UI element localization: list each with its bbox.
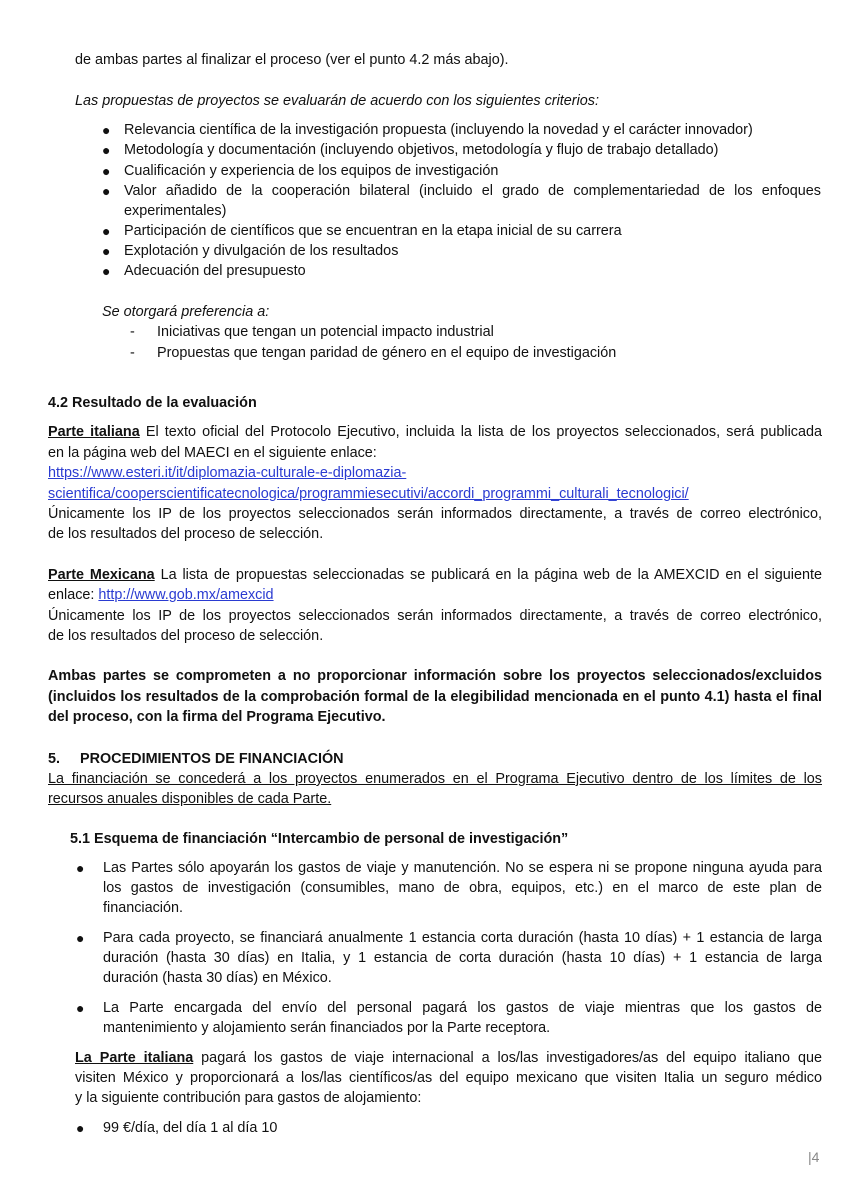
criterion-2: Metodología y documentación (incluyendo objetivos, metodología y flujo de trabajo detallado) bbox=[124, 142, 719, 158]
criterion-6: Explotación y divulgación de los resultados bbox=[124, 243, 399, 259]
maeci-link-line-1[interactable] bbox=[48, 463, 406, 483]
italian-party-line-4: de los resultados del proceso de selección. bbox=[48, 526, 324, 542]
funding-bullet-2-line-2: duración (hasta 30 días) en Italia, y 1 estancia de corta duración (hasta 10 días) + 1 estancia de larga bbox=[103, 950, 822, 966]
section-4-2-heading: 4.2 Resultado de la evaluación bbox=[48, 395, 257, 411]
italian-party-line-3: Únicamente los IP de los proyectos seleccionados serán informados directamente, a través de correo electrónico, bbox=[48, 506, 822, 522]
bullet-icon: ● bbox=[76, 1000, 85, 1016]
criterion-4-line-2: experimentales) bbox=[124, 203, 227, 219]
maeci-link-line-2[interactable] bbox=[48, 484, 689, 504]
bullet-icon: ● bbox=[102, 183, 111, 199]
bullet-icon: ● bbox=[102, 163, 111, 179]
mexican-party-line-4: de los resultados del proceso de selección. bbox=[48, 628, 324, 644]
criterion-4-line-1: Valor añadido de la cooperación bilateral (incluido el grado de complementariedad de los enfoques bbox=[124, 183, 821, 199]
page-number: |4 bbox=[808, 1149, 820, 1165]
funding-bullet-1-line-1: Las Partes sólo apoyarán los gastos de viaje y manutención. No se espera ni se propone ninguna ayuda para bbox=[103, 860, 822, 876]
funding-bullet-1-line-2: los gastos de investigación (consumibles, mano de obra, equipos, etc.) en el marco de este plan de bbox=[103, 880, 822, 896]
mexican-party-label: Parte Mexicana bbox=[48, 567, 155, 583]
bullet-icon: ● bbox=[102, 243, 111, 259]
funding-bullet-2-line-1: Para cada proyecto, se financiará anualmente 1 estancia corta duración (hasta 10 días) + 1 estancia de larga bbox=[103, 930, 822, 946]
funding-intro-line-2: recursos anuales disponibles de cada Parte. bbox=[48, 791, 332, 807]
continuation-line: de ambas partes al finalizar el proceso (ver el punto 4.2 más abajo). bbox=[75, 52, 509, 68]
section-5-heading: PROCEDIMIENTOS DE FINANCIACIÓN bbox=[80, 751, 344, 767]
confidentiality-line-1: Ambas partes se comprometen a no proporcionar información sobre los proyectos seleccionados/excluidos bbox=[48, 668, 822, 684]
italian-funding-line-2: visiten México y proporcionará a los/las científicos/as del equipo mexicano que visiten Italia un seguro médico bbox=[75, 1070, 822, 1086]
criterion-5: Participación de científicos que se encuentran en la etapa inicial de su carrera bbox=[124, 223, 622, 239]
bullet-icon: ● bbox=[102, 122, 111, 138]
confidentiality-line-2: (incluidos los resultados de la comprobación formal de la elegibilidad mencionada en el punto 4.1) hasta el final bbox=[48, 689, 822, 705]
italian-party-label-2: La Parte italiana bbox=[75, 1050, 194, 1066]
mexican-party-line-3: Únicamente los IP de los proyectos seleccionados serán informados directamente, a través de correo electrónico, bbox=[48, 608, 822, 624]
amexcid-link[interactable]: http://www.gob.mx/amexcid bbox=[98, 587, 274, 603]
maeci-link-1[interactable]: https://www.esteri.it/it/diplomazia-culturale-e-diplomazia- bbox=[48, 465, 407, 481]
bullet-icon: ● bbox=[102, 223, 111, 239]
italian-party-label: Parte italiana bbox=[48, 424, 140, 440]
bullet-icon: ● bbox=[76, 860, 85, 876]
mexican-party-line-2: enlace: http://www.gob.mx/amexcid bbox=[48, 587, 274, 603]
italian-party-line-1: Parte italiana El texto oficial del Protocolo Ejecutivo, incluida la lista de los proyectos seleccionados, será publicada bbox=[48, 424, 822, 440]
bullet-icon: ● bbox=[102, 142, 111, 158]
confidentiality-line-3: del proceso, con la firma del Programa Ejecutivo. bbox=[48, 709, 386, 725]
criterion-1: Relevancia científica de la investigación propuesta (incluyendo la novedad y el carácter innovador) bbox=[124, 122, 753, 138]
criterion-3: Cualificación y experiencia de los equipos de investigación bbox=[124, 163, 499, 179]
bullet-icon: ● bbox=[76, 930, 85, 946]
funding-bullet-1-line-3: financiación. bbox=[103, 900, 183, 916]
preference-intro: Se otorgará preferencia a: bbox=[102, 304, 270, 320]
funding-bullet-2-line-3: duración (hasta 30 días) en México. bbox=[103, 970, 332, 986]
italian-funding-line-3: y la siguiente contribución para gastos de alojamiento: bbox=[75, 1090, 422, 1106]
criteria-intro: Las propuestas de proyectos se evaluarán de acuerdo con los siguientes criterios: bbox=[75, 93, 599, 109]
criterion-7: Adecuación del presupuesto bbox=[124, 263, 306, 279]
preference-1: Iniciativas que tengan un potencial impacto industrial bbox=[157, 324, 494, 340]
funding-bullet-3-line-2: mantenimiento y alojamiento serán financiados por la Parte receptora. bbox=[103, 1020, 551, 1036]
section-5-1-heading: 5.1 Esquema de financiación “Intercambio de personal de investigación” bbox=[70, 831, 569, 847]
italian-funding-line-1: La Parte italiana pagará los gastos de viaje internacional a los/las investigadores/as del equipo italiano que bbox=[75, 1050, 822, 1066]
section-5-number: 5. bbox=[48, 751, 61, 767]
funding-bullet-4: 99 €/día, del día 1 al día 10 bbox=[103, 1120, 278, 1136]
preference-2: Propuestas que tengan paridad de género en el equipo de investigación bbox=[157, 345, 617, 361]
bullet-icon: ● bbox=[76, 1120, 85, 1136]
italian-party-line-2: en la página web del MAECI en el siguiente enlace: bbox=[48, 445, 377, 461]
funding-bullet-3-line-1: La Parte encargada del envío del personal pagará los gastos de viaje mientras que los gastos de bbox=[103, 1000, 822, 1016]
dash-icon: - bbox=[130, 345, 135, 361]
dash-icon: - bbox=[130, 324, 135, 340]
bullet-icon: ● bbox=[102, 263, 111, 279]
funding-intro-line-1: La financiación se concederá a los proyectos enumerados en el Programa Ejecutivo dentro de los límites de los bbox=[48, 771, 822, 787]
maeci-link-2[interactable]: scientifica/cooperscientificatecnologica/programmiesecutivi/accordi_programmi_culturali_tecnologici/ bbox=[48, 486, 689, 502]
mexican-party-line-1: Parte Mexicana La lista de propuestas seleccionadas se publicará en la página web de la AMEXCID en el siguiente bbox=[48, 567, 822, 583]
